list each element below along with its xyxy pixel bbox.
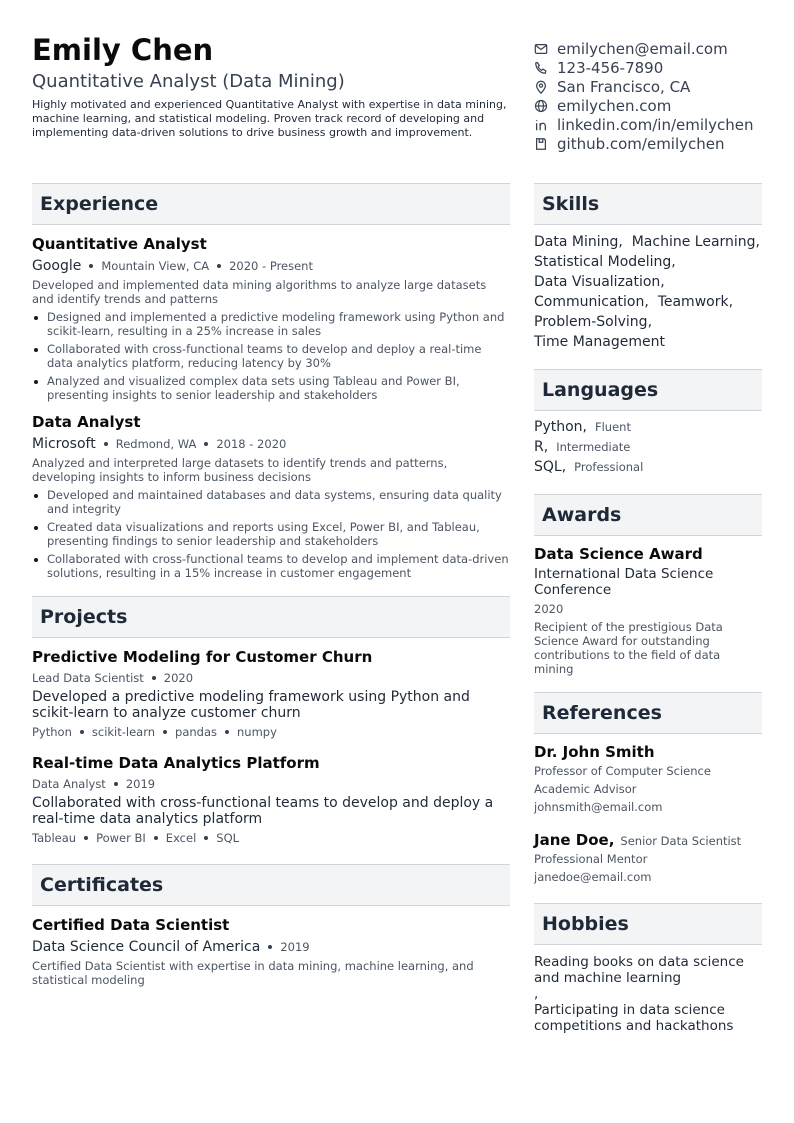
language-name: R,: [534, 439, 549, 455]
list-item: Designed and implemented a predictive modeling framework using Python and scikit-learn, resulting in a 25% increase in sales: [32, 310, 510, 338]
award-description: Recipient of the prestigious Data Science Award for outstanding contributions to the field of data mining: [534, 620, 723, 676]
job-dates: 2020 - Present: [229, 259, 313, 273]
skills-line: Communication, Teamwork,: [534, 294, 734, 310]
language-name: SQL,: [534, 459, 567, 475]
globe-icon: [534, 99, 548, 113]
project-title: Real-time Data Analytics Platform: [32, 754, 320, 772]
summary: Highly motivated and experienced Quantitative Analyst with expertise in data mining, machine learning, and statistical modeling. Proven track record of developing and implementing data-driven solutions to drive business growth and improvement.: [32, 98, 507, 139]
tag: SQL: [216, 831, 240, 845]
separator-dot: [163, 730, 167, 734]
certificates-heading: Certificates: [32, 864, 510, 906]
reference-item: [534, 742, 762, 816]
project-tags: [32, 725, 510, 739]
separator-dot: [225, 730, 229, 734]
separator-dot: [80, 730, 84, 734]
tag: pandas: [175, 725, 218, 739]
list-item: Collaborated with cross-functional teams to develop and implement data-driven solutions, resulting in a 15% increase in customer engagement: [32, 552, 510, 580]
separator-dot: [217, 264, 221, 268]
skills-line: Statistical Modeling,: [534, 254, 676, 270]
project-item: [32, 753, 510, 845]
job-dates: 2018 - 2020: [216, 437, 287, 451]
linkedin-text: linkedin.com/in/emilychen: [557, 115, 754, 134]
separator-dot: [268, 945, 272, 949]
company: Google: [32, 258, 82, 274]
skills-list: [534, 232, 762, 352]
website-text: emilychen.com: [557, 96, 672, 115]
language-level: Fluent: [594, 420, 631, 434]
job-location: Mountain View, CA: [101, 259, 210, 273]
side-column: [534, 183, 762, 1034]
contact-location: [534, 77, 784, 96]
project-item: [32, 647, 510, 739]
language-item: [534, 457, 762, 477]
job-title: Quantitative Analyst: [32, 235, 207, 253]
project-tags: [32, 831, 510, 845]
language-level: Intermediate: [556, 440, 631, 454]
project-title: Predictive Modeling for Customer Churn: [32, 648, 373, 666]
reference-email[interactable]: johnsmith@email.com: [534, 800, 663, 814]
languages-list: [534, 417, 762, 477]
separator-dot: [89, 264, 93, 268]
email-text: emilychen@email.com: [557, 39, 728, 58]
location-pin-icon: [534, 80, 548, 94]
github-text: github.com/emilychen: [557, 134, 725, 153]
project-year: 2020: [163, 671, 194, 685]
tag: Power BI: [96, 831, 146, 845]
tag: scikit-learn: [91, 725, 156, 739]
separator-dot: [204, 836, 208, 840]
experience-item: [32, 412, 510, 580]
list-item: Analyzed and visualized complex data sets using Tableau and Power BI, presenting insights to senior leadership and stakeholders: [32, 374, 510, 402]
experience-item: [32, 234, 510, 402]
separator-dot: [204, 442, 208, 446]
skills-line: Data Visualization,: [534, 274, 665, 290]
project-description: Developed a predictive modeling framework using Python and scikit-learn to analyze customer churn: [32, 689, 470, 721]
contact-github[interactable]: [534, 134, 784, 153]
separator-dot: [114, 782, 118, 786]
award-item: [534, 544, 762, 676]
languages-heading: Languages: [534, 369, 762, 411]
job-location: Redmond, WA: [115, 437, 197, 451]
main-column: [32, 183, 510, 987]
project-role: Lead Data Scientist: [32, 671, 144, 685]
language-level: Professional: [574, 460, 644, 474]
mail-icon: [534, 42, 548, 56]
job-meta: [32, 435, 510, 453]
language-item: [534, 437, 762, 457]
awards-heading: Awards: [534, 494, 762, 536]
list-item: Collaborated with cross-functional teams to develop and deploy a real-time data analytics platform, reducing latency by 30%: [32, 342, 510, 370]
phone-icon: [534, 61, 548, 75]
job-bullets: [32, 310, 510, 402]
project-role: Data Analyst: [32, 777, 106, 791]
contact-website[interactable]: [534, 96, 784, 115]
contact-email[interactable]: [534, 39, 784, 58]
projects-heading: Projects: [32, 596, 510, 638]
certificate-meta: [32, 938, 510, 956]
company: Microsoft: [32, 436, 96, 452]
award-title: Data Science Award: [534, 545, 703, 563]
project-year: 2019: [125, 777, 156, 791]
phone-text: 123-456-7890: [557, 58, 664, 77]
tag: numpy: [237, 725, 277, 739]
reference-name: Jane Doe,: [534, 831, 615, 849]
tag: Excel: [165, 831, 197, 845]
project-description: Collaborated with cross-functional teams to develop and deploy a real-time data analytics platform: [32, 795, 494, 827]
experience-heading: Experience: [32, 183, 510, 225]
certificate-item: [32, 915, 510, 987]
reference-relationship: Professional Mentor: [534, 852, 648, 866]
certificate-issuer: Data Science Council of America: [32, 939, 261, 955]
reference-name: Dr. John Smith: [534, 743, 655, 761]
contact-list: [534, 39, 784, 153]
candidate-title: Quantitative Analyst (Data Mining): [32, 71, 345, 92]
job-description: Analyzed and interpreted large datasets to identify trends and patterns, developing insights to inform business decisions: [32, 456, 448, 484]
separator-dot: [152, 676, 156, 680]
reference-relationship: Academic Advisor: [534, 782, 637, 796]
certificate-description: Certified Data Scientist with expertise in data mining, machine learning, and statistical modeling: [32, 959, 474, 987]
reference-name-row: [534, 830, 762, 850]
separator-dot: [84, 836, 88, 840]
hobby-item: Reading books on data science and machine learning: [534, 954, 744, 986]
certificate-year: 2019: [280, 940, 310, 954]
separator-dot: [104, 442, 108, 446]
separator-dot: [154, 836, 158, 840]
skills-heading: Skills: [534, 183, 762, 225]
location-text: San Francisco, CA: [557, 77, 691, 96]
skills-line: Data Mining, Machine Learning,: [534, 234, 761, 250]
project-meta: [32, 775, 510, 793]
reference-position: Professor of Computer Science: [534, 764, 711, 778]
hobbies-list: [534, 954, 762, 1034]
project-meta: [32, 669, 510, 687]
language-item: [534, 417, 762, 437]
contact-linkedin[interactable]: [534, 115, 784, 134]
resume-header: [32, 32, 510, 140]
job-meta: [32, 257, 510, 275]
job-bullets: [32, 488, 510, 580]
tag: Tableau: [32, 831, 77, 845]
contact-phone[interactable]: [534, 58, 784, 77]
award-issuer: International Data Science Conference: [534, 566, 714, 598]
skills-line: Problem-Solving,: [534, 314, 653, 330]
tag: Python: [32, 725, 72, 739]
reference-email[interactable]: janedoe@email.com: [534, 870, 652, 884]
reference-position: Senior Data Scientist: [620, 834, 742, 848]
award-year: 2020: [534, 602, 564, 616]
reference-item: [534, 830, 762, 886]
github-icon: [534, 137, 548, 151]
hobby-separator: ,: [534, 986, 539, 1002]
language-name: Python,: [534, 419, 587, 435]
candidate-name: Emily Chen: [32, 33, 214, 67]
list-item: Created data visualizations and reports using Excel, Power BI, and Tableau, presenting findings to senior leadership and stakeholders: [32, 520, 510, 548]
references-heading: References: [534, 692, 762, 734]
certificate-title: Certified Data Scientist: [32, 916, 230, 934]
hobby-item: Participating in data science competitions and hackathons: [534, 1002, 734, 1034]
list-item: Developed and maintained databases and data systems, ensuring data quality and integrity: [32, 488, 510, 516]
linkedin-icon: [534, 118, 548, 132]
hobbies-heading: Hobbies: [534, 903, 762, 945]
job-description: Developed and implemented data mining algorithms to analyze large datasets and identify trends and patterns: [32, 278, 487, 306]
job-title: Data Analyst: [32, 413, 141, 431]
skills-line: Time Management: [534, 334, 665, 350]
